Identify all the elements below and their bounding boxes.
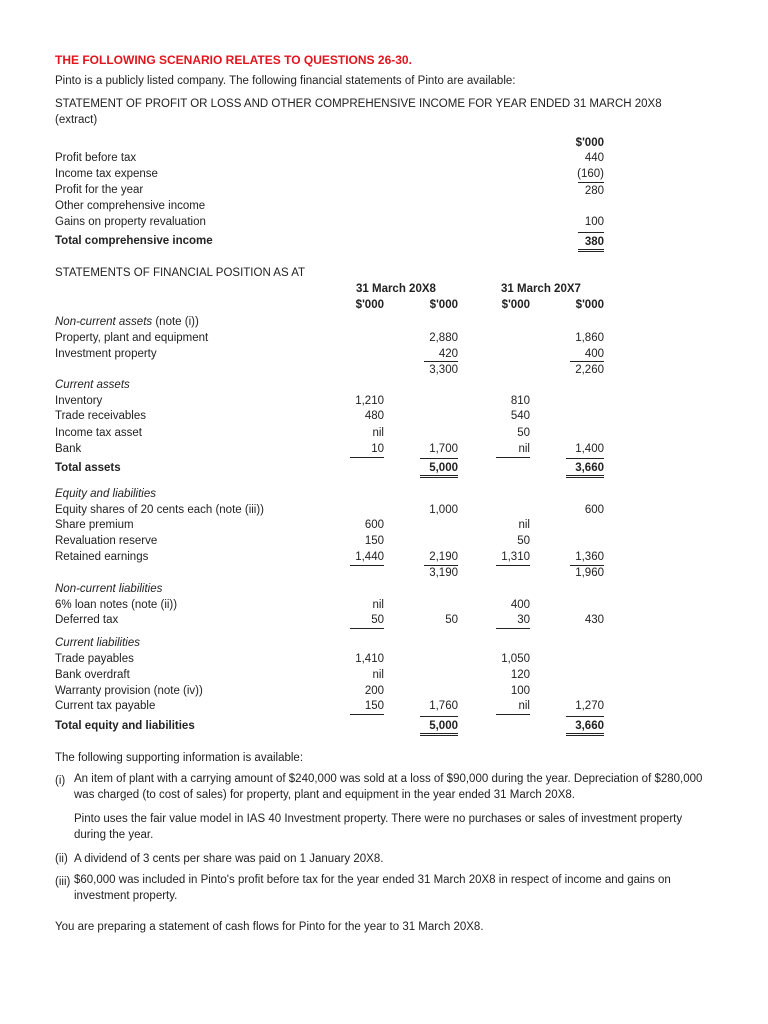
pl-title: STATEMENT OF PROFIT OR LOSS AND OTHER COMPREHENSIVE INCOME FOR YEAR ENDED 31 MARCH 20X8 <box>55 98 662 110</box>
sofp-unit: $'000 <box>501 299 530 311</box>
sofp-cell: 1,210 <box>355 395 384 407</box>
sofp-cell: nil <box>518 519 530 531</box>
sofp-row-label: 6% loan notes (note (ii)) <box>55 599 178 611</box>
sofp-date-1: 31 March 20X8 <box>356 283 436 295</box>
sofp-total-label: Total assets <box>55 462 121 474</box>
sofp-row-label: Retained earnings <box>55 551 149 563</box>
sofp-total: 5,000 <box>420 458 458 478</box>
sofp-cell: 400 <box>510 599 530 611</box>
sofp-row-label: Revaluation reserve <box>55 535 158 547</box>
sofp-subtotal: 3,190 <box>429 567 458 579</box>
pl-row-label: Profit for the year <box>55 184 144 196</box>
sofp-row-label: Share premium <box>55 519 134 531</box>
sofp-cell: 1,410 <box>355 653 384 665</box>
sofp-subtotal: 3,300 <box>424 361 458 377</box>
sofp-cell: 1,360 <box>570 550 604 566</box>
sofp-cell: 50 <box>350 613 384 629</box>
sofp-cell: 150 <box>364 535 384 547</box>
sofp-cell: nil <box>372 427 384 439</box>
sofp-cell: 120 <box>510 669 530 681</box>
note-marker: (i) <box>55 775 66 787</box>
sofp-cell: 200 <box>364 685 384 697</box>
pl-subtitle: (extract) <box>55 114 98 126</box>
sofp-cell: 1,860 <box>575 332 604 344</box>
pl-row-label: Other comprehensive income <box>55 200 206 212</box>
note-marker: (iii) <box>55 876 71 888</box>
sofp-cell: nil <box>372 599 384 611</box>
pl-row-label: Income tax expense <box>55 168 158 180</box>
pl-row-label: Total comprehensive income <box>55 235 213 247</box>
sofp-section-label: Equity and liabilities <box>55 488 157 500</box>
sofp-cell: 1,700 <box>429 443 458 455</box>
sofp-cell: 1,270 <box>575 700 604 712</box>
sofp-section-label: Current assets <box>55 379 130 391</box>
sofp-unit: $'000 <box>575 299 604 311</box>
pl-row-value: (160) <box>577 168 604 180</box>
closing-text: You are preparing a statement of cash flows for Pinto for the year to 31 March 20X8. <box>55 921 484 933</box>
sofp-cell: 2,190 <box>424 550 458 566</box>
sofp-row-label: Inventory <box>55 395 103 407</box>
sofp-cell: 30 <box>496 613 530 629</box>
sofp-row-label: Equity shares of 20 cents each (note (iii)) <box>55 504 265 516</box>
sofp-cell: 540 <box>510 410 530 422</box>
sofp-cell: 1,760 <box>429 700 458 712</box>
sofp-cell: 1,310 <box>496 550 530 566</box>
sofp-total: 5,000 <box>420 716 458 736</box>
sofp-section-label: Current liabilities <box>55 637 141 649</box>
pl-row-value: 440 <box>584 152 604 164</box>
sofp-cell: 600 <box>584 504 604 516</box>
sofp-cell: 1,440 <box>350 550 384 566</box>
sofp-row-label: Investment property <box>55 348 157 360</box>
sofp-section-label: Non-current assets (note (i)) <box>55 316 199 328</box>
sofp-unit: $'000 <box>429 299 458 311</box>
scenario-heading: THE FOLLOWING SCENARIO RELATES TO QUESTIONS 26-30. <box>55 53 412 67</box>
sofp-cell: 480 <box>364 410 384 422</box>
sofp-cell: 430 <box>584 614 604 626</box>
sofp-cell: 10 <box>350 442 384 458</box>
sofp-row-label: Property, plant and equipment <box>55 332 209 344</box>
pl-row-label: Gains on property revaluation <box>55 216 206 228</box>
sofp-cell: 1,000 <box>429 504 458 516</box>
sofp-date-2: 31 March 20X7 <box>501 283 581 295</box>
sofp-row-label: Bank overdraft <box>55 669 130 681</box>
pl-row-value: 380 <box>578 232 604 252</box>
notes-intro: The following supporting information is available: <box>55 752 304 764</box>
sofp-row-label: Bank <box>55 443 82 455</box>
sofp-cell: 400 <box>584 348 604 360</box>
note-i-text: An item of plant with a carrying amount of $240,000 was sold at a loss of $90,000 during the year. Depreciation of $280,000 was charged (to cost of sales) for property, plant and equipment in the year ended 31 March 20X8. <box>74 773 703 801</box>
sofp-cell: 150 <box>350 699 384 715</box>
sofp-row-label: Warranty provision (note (iv)) <box>55 685 203 697</box>
sofp-row-label: Trade receivables <box>55 410 146 422</box>
sofp-row-label: Deferred tax <box>55 614 119 626</box>
note-ii-text: A dividend of 3 cents per share was paid on 1 January 20X8. <box>74 853 384 865</box>
pl-row-value: 100 <box>584 216 604 228</box>
sofp-row-label: Current tax payable <box>55 700 156 712</box>
sofp-subtotal: 2,260 <box>570 361 604 377</box>
sofp-cell: 50 <box>517 535 530 547</box>
sofp-total: 3,660 <box>566 716 604 736</box>
pl-row-value: 280 <box>578 182 604 198</box>
sofp-cell: 50 <box>445 614 458 626</box>
sofp-cell: 1,400 <box>575 443 604 455</box>
intro-text: Pinto is a publicly listed company. The following financial statements of Pinto are available: <box>55 75 516 87</box>
sofp-cell: 810 <box>510 395 530 407</box>
sofp-cell: 2,880 <box>429 332 458 344</box>
sofp-cell: 50 <box>517 427 530 439</box>
pl-row-label: Profit before tax <box>55 152 137 164</box>
sofp-cell: 600 <box>364 519 384 531</box>
sofp-row-label: Trade payables <box>55 653 134 665</box>
sofp-row-label: Income tax asset <box>55 427 142 439</box>
note-iii-text: $60,000 was included in Pinto's profit before tax for the year ended 31 March 20X8 in respect of income and gains on investment property. <box>74 874 671 902</box>
sofp-cell: 1,050 <box>501 653 530 665</box>
sofp-cell: nil <box>496 699 530 715</box>
note-marker: (ii) <box>55 853 68 865</box>
note-i-para-2: Pinto uses the fair value model in IAS 40 Investment property. There were no purchases or sales of investment property during the year. <box>74 813 683 841</box>
sofp-unit: $'000 <box>355 299 384 311</box>
sofp-cell: nil <box>496 442 530 458</box>
sofp-section-label: Non-current liabilities <box>55 583 163 595</box>
sofp-subtotal: 1,960 <box>575 567 604 579</box>
sofp-cell: nil <box>372 669 384 681</box>
sofp-total-label: Total equity and liabilities <box>55 720 195 732</box>
sofp-cell: 100 <box>510 685 530 697</box>
pl-unit: $'000 <box>575 137 604 149</box>
sofp-title: STATEMENTS OF FINANCIAL POSITION AS AT <box>55 267 306 279</box>
sofp-total: 3,660 <box>566 458 604 478</box>
sofp-cell: 420 <box>438 348 458 360</box>
